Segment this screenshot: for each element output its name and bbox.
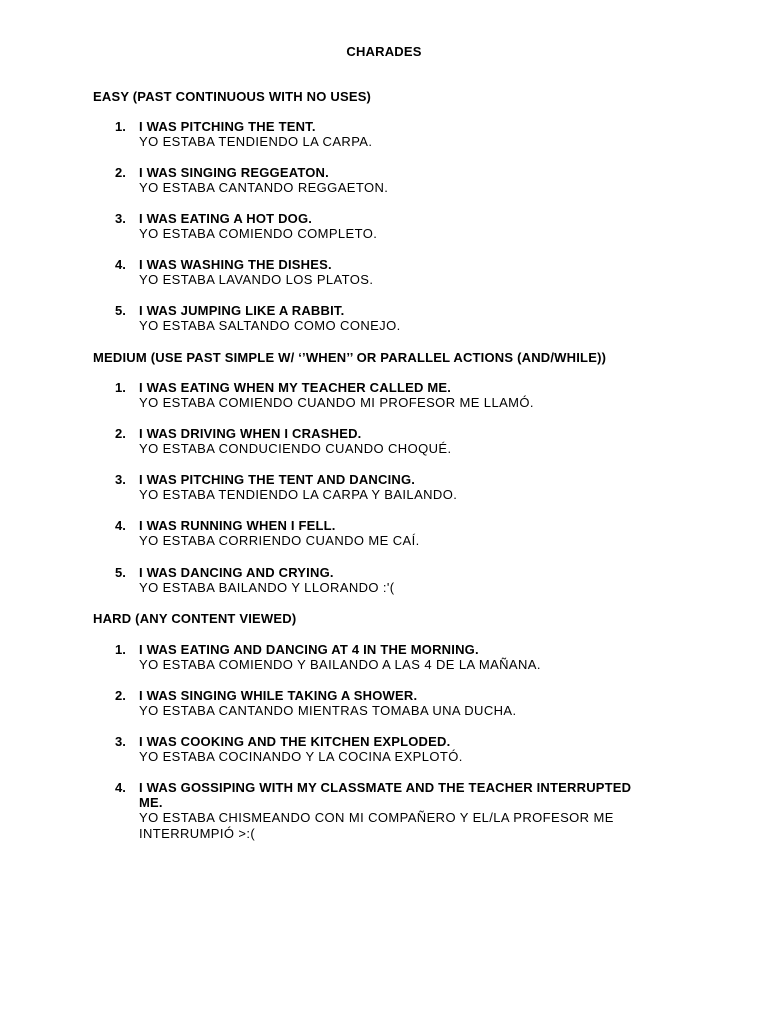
item-body	[139, 734, 675, 765]
item-number: 4.	[115, 518, 126, 533]
english-sentence: I WAS JUMPING LIKE A RABBIT.	[139, 303, 345, 318]
list-item	[115, 780, 645, 841]
item-number: 4.	[115, 257, 126, 272]
spanish-translation: YO ESTABA COMIENDO Y BAILANDO A LAS 4 DE LA MAÑANA.	[139, 657, 541, 672]
list-item	[115, 303, 675, 334]
english-sentence: I WAS GOSSIPING WITH MY CLASSMATE AND THE TEACHER INTERRUPTED ME.	[139, 780, 632, 810]
section-heading-medium: MEDIUM (USE PAST SIMPLE W/ ‘’WHEN’’ OR PARALLEL ACTIONS (AND/WHILE))	[93, 350, 607, 365]
section-heading-easy: EASY (PAST CONTINUOUS WITH NO USES)	[93, 89, 372, 104]
item-body	[139, 518, 675, 549]
list-item	[115, 211, 675, 242]
item-body	[139, 119, 675, 150]
list-item	[115, 472, 675, 503]
spanish-translation: YO ESTABA COMIENDO CUANDO MI PROFESOR ME LLAMÓ.	[139, 395, 534, 410]
spanish-translation: YO ESTABA TENDIENDO LA CARPA.	[139, 134, 373, 149]
spanish-translation: YO ESTABA CANTANDO REGGAETON.	[139, 180, 389, 195]
list-item	[115, 426, 675, 457]
item-body	[139, 426, 675, 457]
english-sentence: I WAS PITCHING THE TENT AND DANCING.	[139, 472, 416, 487]
item-number: 5.	[115, 303, 126, 318]
english-sentence: I WAS PITCHING THE TENT.	[139, 119, 316, 134]
list-item	[115, 518, 675, 549]
english-sentence: I WAS RUNNING WHEN I FELL.	[139, 518, 336, 533]
list-item	[115, 688, 675, 719]
item-number: 3.	[115, 472, 126, 487]
item-body	[139, 211, 675, 242]
spanish-translation: YO ESTABA COCINANDO Y LA COCINA EXPLOTÓ.	[139, 749, 463, 764]
spanish-translation: YO ESTABA SALTANDO COMO CONEJO.	[139, 318, 401, 333]
item-body	[139, 472, 675, 503]
spanish-translation: YO ESTABA CANTANDO MIENTRAS TOMABA UNA DUCHA.	[139, 703, 517, 718]
item-number: 2.	[115, 426, 126, 441]
english-sentence: I WAS WASHING THE DISHES.	[139, 257, 332, 272]
spanish-translation: YO ESTABA BAILANDO Y LLORANDO :'(	[139, 580, 395, 595]
item-number: 1.	[115, 642, 126, 657]
spanish-translation: YO ESTABA CORRIENDO CUANDO ME CAÍ.	[139, 533, 420, 548]
spanish-translation: YO ESTABA CONDUCIENDO CUANDO CHOQUÉ.	[139, 441, 452, 456]
item-body	[139, 780, 645, 841]
item-number: 1.	[115, 119, 126, 134]
spanish-translation: YO ESTABA TENDIENDO LA CARPA Y BAILANDO.	[139, 487, 458, 502]
item-body	[139, 688, 675, 719]
section-heading-hard: HARD (ANY CONTENT VIEWED)	[93, 611, 297, 626]
item-number: 3.	[115, 734, 126, 749]
english-sentence: I WAS SINGING REGGEATON.	[139, 165, 329, 180]
spanish-translation: YO ESTABA COMIENDO COMPLETO.	[139, 226, 378, 241]
english-sentence: I WAS EATING A HOT DOG.	[139, 211, 313, 226]
list-item	[115, 642, 675, 673]
english-sentence: I WAS EATING WHEN MY TEACHER CALLED ME.	[139, 380, 452, 395]
item-number: 1.	[115, 380, 126, 395]
spanish-translation: YO ESTABA LAVANDO LOS PLATOS.	[139, 272, 374, 287]
english-sentence: I WAS DANCING AND CRYING.	[139, 565, 334, 580]
english-sentence: I WAS COOKING AND THE KITCHEN EXPLODED.	[139, 734, 451, 749]
item-body	[139, 565, 675, 596]
item-number: 5.	[115, 565, 126, 580]
english-sentence: I WAS DRIVING WHEN I CRASHED.	[139, 426, 362, 441]
list-item	[115, 257, 675, 288]
list-item	[115, 119, 675, 150]
item-number: 2.	[115, 688, 126, 703]
item-body	[139, 165, 675, 196]
list-item	[115, 380, 675, 411]
spanish-translation: YO ESTABA CHISMEANDO CON MI COMPAÑERO Y EL/LA PROFESOR ME INTERRUMPIÓ >:(	[139, 810, 614, 841]
list-item	[115, 565, 675, 596]
english-sentence: I WAS EATING AND DANCING AT 4 IN THE MORNING.	[139, 642, 479, 657]
item-body	[139, 642, 675, 673]
item-number: 3.	[115, 211, 126, 226]
item-body	[139, 303, 675, 334]
document-title: CHARADES	[346, 44, 422, 59]
item-number: 2.	[115, 165, 126, 180]
list-item	[115, 165, 675, 196]
english-sentence: I WAS SINGING WHILE TAKING A SHOWER.	[139, 688, 418, 703]
item-body	[139, 257, 675, 288]
item-number: 4.	[115, 780, 126, 795]
list-item	[115, 734, 675, 765]
item-body	[139, 380, 675, 411]
